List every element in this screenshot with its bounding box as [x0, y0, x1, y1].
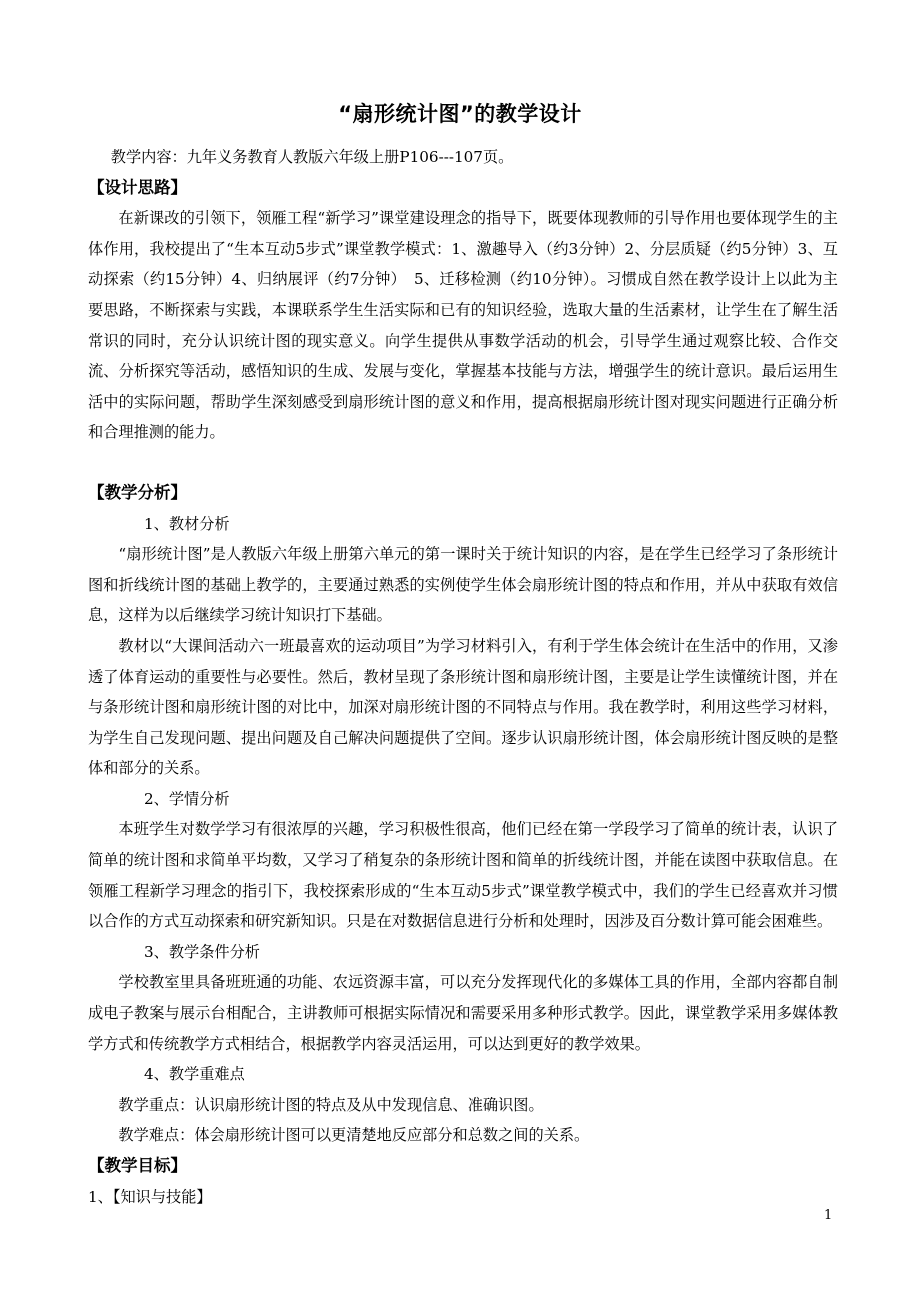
conditions-paragraph: 学校教室里具备班班通的功能、农远资源丰富，可以充分发挥现代化的多媒体工具的作用，全部内容都自制成电子教案与展示台相配合，主讲教师可根据实际情况和需要采用多种形式教学。因此，课堂教学采用多媒体教学方式和传统教学方式相结合，根据教学内容灵活运用，可以达到更好的教学效果。: [88, 973, 838, 1053]
goals-heading: 【教学目标】: [88, 1156, 187, 1175]
section-title-students: 2、学情分析: [144, 789, 230, 808]
design-paragraph: 在新课改的引领下，领雁工程“新学习”课堂建设理念的指导下，既要体现教师的引导作用也要体现学生的主体作用，我校提出了“生本互动5步式”课堂教学模式：1、激趣导入（约3分钟）2、分层质疑（约5分钟）3、互动探索（约15分钟）4、归纳展评（约7分钟） 5、迁移检测（约10分钟）。习惯成自然在教学设计上以此为主要思路，不断探索与实践，本课联系学生生活实际和已有的知识经验，选取大量的生活素材，让学生在了解生活常识的同时，充分认识统计图的现实意义。向学生提供从事数学活动的机会，引导学生通过观察比较、合作交流、分析探究等活动，感悟知识的生成、发展与变化，掌握基本技能与方法，增强学生的统计意识。最后运用生活中的实际问题，帮助学生深刻感受到扇形统计图的意义和作用，提高根据扇形统计图对现实问题进行正确分析和合理推测的能力。: [88, 209, 838, 442]
content-line: 教学内容：九年义务教育人教版六年级上册P106---107页。: [110, 148, 514, 166]
section-title-textbook: 1、教材分析: [144, 514, 230, 533]
spacer: [88, 448, 838, 478]
goal-item-1: 1、【知识与技能】: [88, 1187, 212, 1206]
key-point: 教学重点：认识扇形统计图的特点及从中发现信息、准确识图。: [118, 1095, 544, 1114]
textbook-paragraph-2: 教材以“大课间活动六一班最喜欢的运动项目”为学习材料引入，有利于学生体会统计在生活中的作用，又渗透了体育运动的重要性与必要性。然后，教材呈现了条形统计图和扇形统计图，主要是让学生读懂统计图，并在与条形统计图和扇形统计图的对比中，加深对扇形统计图的不同特点与作用。我在教学时，利用这些学习材料，为学生自己发现问题、提出问题及自己解决问题提供了空间。逐步认识扇形统计图，体会扇形统计图反映的是整体和部分的关系。: [88, 636, 838, 778]
difficult-point: 教学难点：体会扇形统计图可以更清楚地反应部分和总数之间的关系。: [118, 1126, 590, 1145]
analysis-heading: 【教学分析】: [88, 482, 187, 502]
document-title: “扇形统计图”的教学设计: [338, 102, 582, 126]
document-body: [88, 142, 838, 1212]
section-title-key-points: 4、教学重难点: [144, 1065, 245, 1084]
textbook-paragraph-1: “扇形统计图”是人教版六年级上册第六单元的第一课时关于统计知识的内容，是在学生已经学习了条形统计图和折线统计图的基础上教学的，主要通过熟悉的实例使学生体会扇形统计图的特点和作用，并从中获取有效信息，这样为以后继续学习统计知识打下基础。: [88, 545, 838, 625]
section-title-conditions: 3、教学条件分析: [144, 942, 260, 961]
page-number: 1: [824, 1208, 833, 1223]
students-paragraph: 本班学生对数学学习有很浓厚的兴趣，学习积极性很高，他们已经在第一学段学习了简单的统计表，认识了简单的统计图和求简单平均数，又学习了稍复杂的条形统计图和简单的折线统计图，并能在读图中获取信息。在领雁工程新学习理念的指引下，我校探索形成的“生本互动5步式”课堂教学模式中，我们的学生已经喜欢并习惯以合作的方式互动探索和研究新知识。只是在对数据信息进行分析和处理时，因涉及百分数计算可能会困难些。: [88, 820, 838, 931]
design-heading: 【设计思路】: [88, 177, 187, 197]
